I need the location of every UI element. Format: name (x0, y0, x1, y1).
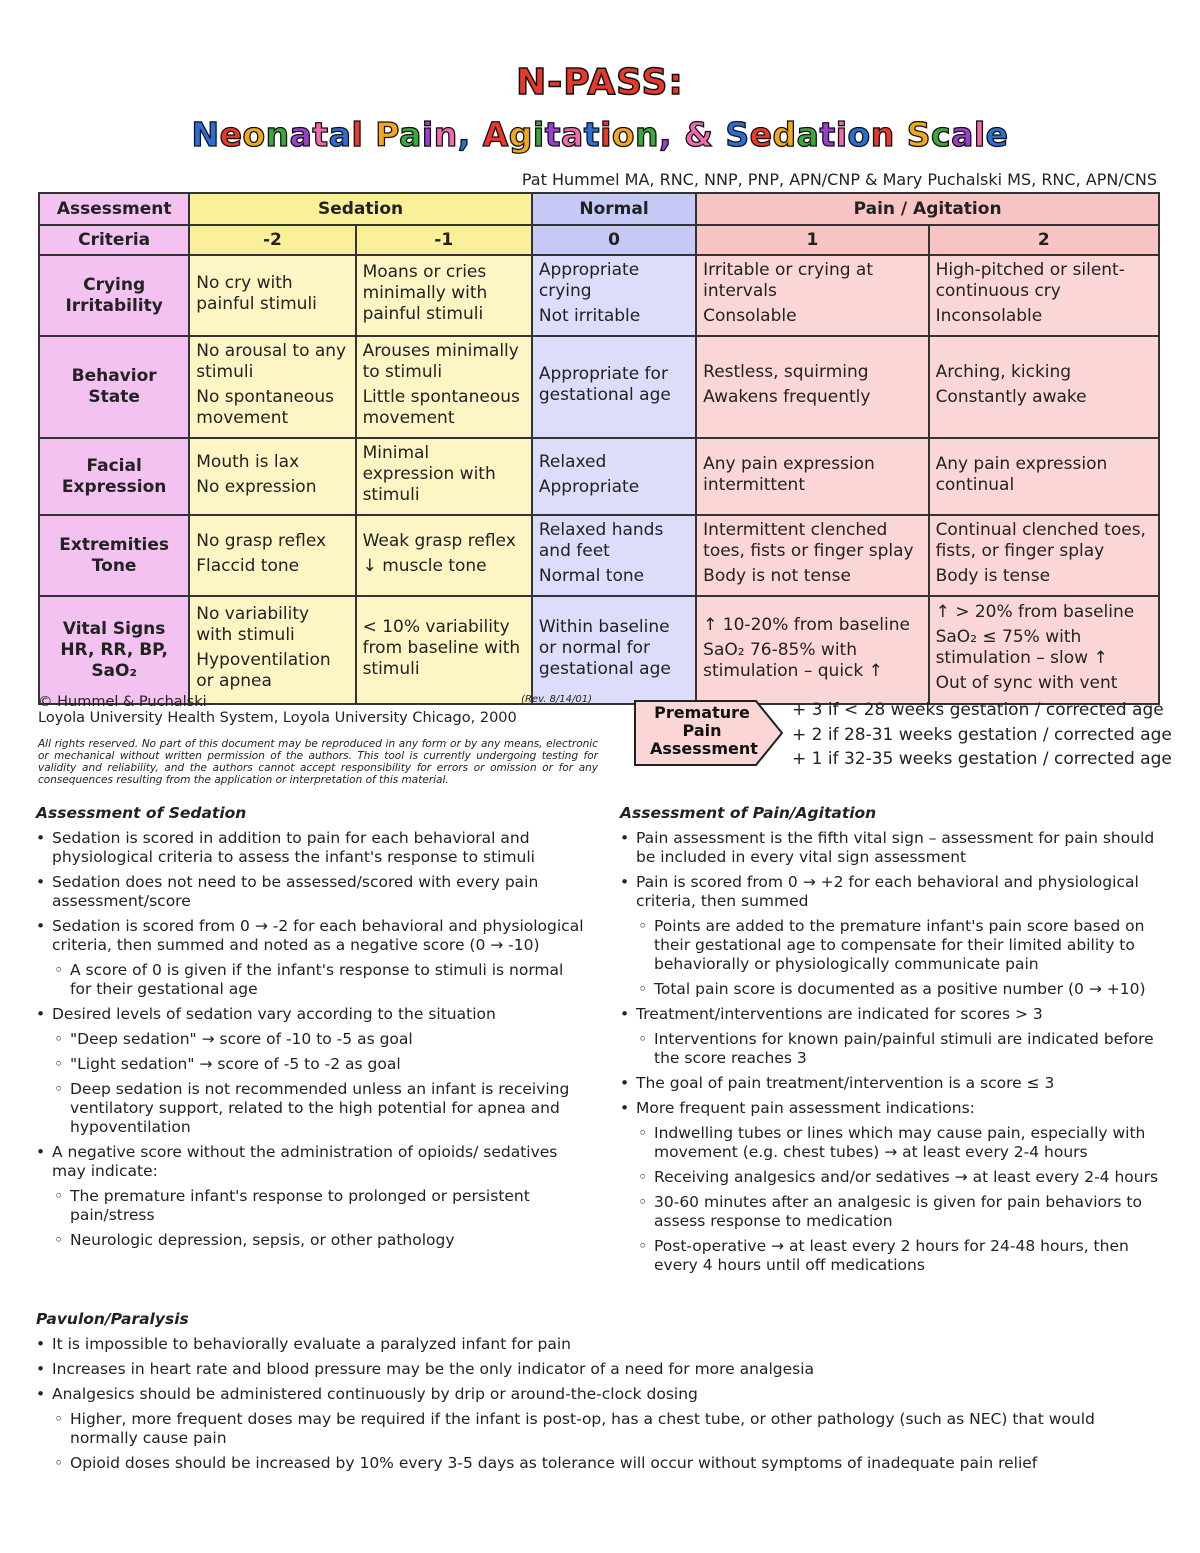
behavior-score-minus1-cell (356, 336, 532, 438)
header-criteria-bottom: Criteria (39, 225, 189, 255)
extremities-score-1-text-0: Intermittent clenched toes, fists or finger splay (703, 520, 914, 561)
behavior-score-0-cell (532, 336, 696, 438)
sedation-section (36, 804, 584, 1256)
facial-score-1-cell (696, 438, 928, 515)
crying-score-1-text-1: Consolable (703, 306, 797, 326)
sedation-list-item: • Sedation does not need to be assessed/scored with every pain assessment/score (36, 873, 584, 911)
pavulon-list (36, 1335, 1136, 1473)
vital-signs-criteria-text-2: SaO₂ (91, 660, 137, 681)
pain-heading: Assessment of Pain/Agitation (620, 804, 877, 822)
sedation-list-item: ◦ The premature infant's response to prolonged or persistent pain/stress (54, 1187, 584, 1225)
premature-point-28: + 3 if < 28 weeks gestation / corrected age (792, 700, 1164, 720)
table-row-extremities (39, 515, 1159, 596)
premature-pain-assessment-box (634, 700, 784, 766)
facial-score-0-text-1: Appropriate (538, 476, 640, 497)
behavior-score-minus2-text-0: No arousal to any stimuli (196, 341, 347, 382)
vital-signs-score-minus1-text-0: < 10% variability from baseline with stimuli (362, 616, 521, 679)
vital-signs-score-minus1-cell (356, 596, 532, 704)
sedation-list-item: • A negative score without the administration of opioids/ sedatives may indicate: (36, 1143, 584, 1181)
extremities-score-minus1-text-1: ↓ muscle tone (362, 555, 487, 576)
extremities-score-minus1-text-0: Weak grasp reflex (362, 530, 516, 551)
page-title: N-PASS: (516, 62, 684, 103)
copyright: © Hummel & Puchalski (38, 694, 207, 710)
revision: (Rev. 8/14/01) (521, 694, 592, 705)
sedation-list-item: ◦ A score of 0 is given if the infant's response to stimuli is normal for their gestational age (54, 961, 584, 999)
pavulon-list-item: • It is impossible to behaviorally evaluate a paralyzed infant for pain (36, 1335, 1136, 1354)
extremities-score-2-cell (929, 515, 1159, 596)
premature-label-line-1: Premature (654, 703, 750, 722)
crying-score-0-text-0: Appropriate crying (538, 260, 640, 301)
table-row-crying (39, 255, 1159, 336)
vital-signs-score-1-cell (696, 596, 928, 704)
header-score-0: 0 (532, 225, 696, 255)
facial-score-minus2-text-0: Mouth is lax (196, 451, 300, 472)
pavulon-section (36, 1310, 1136, 1479)
authors: Pat Hummel MA, RNC, NNP, PNP, APN/CNP & Mary Puchalski MS, RNC, APN/CNS (521, 170, 1157, 189)
pavulon-list-item: ◦ Opioid doses should be increased by 10% every 3-5 days as tolerance will occur without symptoms of inadequate pain relief (54, 1454, 1136, 1473)
behavior-score-1-text-0: Restless, squirming (703, 362, 869, 382)
crying-score-0-cell (532, 255, 696, 336)
pain-list-item: • Treatment/interventions are indicated for scores > 3 (620, 1005, 1168, 1024)
premature-label (650, 703, 758, 758)
premature-points-list (792, 698, 1172, 772)
institution: Loyola University Health System, Loyola University Chicago, 2000 (38, 710, 517, 726)
pain-list-item: ◦ Interventions for known pain/painful stimuli are indicated before the score reaches 3 (638, 1030, 1168, 1068)
extremities-score-2-text-0: Continual clenched toes, fists, or finger splay (935, 520, 1146, 561)
vital-signs-score-minus2-text-0: No variability with stimuli (196, 604, 310, 645)
page-subtitle: Neonatal Pain, Agitation, & Sedation Scale (191, 115, 1009, 154)
vital-signs-score-1-text-1: SaO₂ 76-85% with stimulation – quick ↑ (703, 639, 883, 681)
pain-list-item: • Pain is scored from 0 → +2 for each behavioral and physiological criteria, then summed (620, 873, 1168, 911)
sedation-list-item: ◦ Neurologic depression, sepsis, or other pathology (54, 1231, 584, 1250)
behavior-score-2-text-0: Arching, kicking (935, 362, 1072, 382)
crying-score-minus1-cell (356, 255, 532, 336)
crying-criteria-text-1: Irritability (65, 295, 163, 316)
crying-score-1-cell (696, 255, 928, 336)
table-row-vital-signs (39, 596, 1159, 704)
vital-signs-score-minus2-text-1: Hypoventilation or apnea (196, 650, 331, 691)
rights-notice: All rights reserved. No part of this document may be reproduced in any form or by any means, electronic or mechanical without written permission of the authors. This tool is currently undergoing testing for validity and reliability, and the authors cannot accept responsibility for errors or omission or for any consequences resulting from the application or interpretation of this material. (38, 738, 598, 786)
facial-criteria-cell (39, 438, 189, 515)
header-pain-agitation: Pain / Agitation (696, 193, 1159, 225)
extremities-score-minus2-text-0: No grasp reflex (196, 530, 327, 551)
sedation-list-item: ◦ "Deep sedation" → score of -10 to -5 as goal (54, 1030, 584, 1049)
vital-signs-score-1-text-0: ↑ 10-20% from baseline (703, 614, 910, 635)
sedation-list-item: • Desired levels of sedation vary according to the situation (36, 1005, 584, 1024)
premature-point-32-35: + 1 if 32-35 weeks gestation / corrected age (792, 749, 1172, 769)
vital-signs-score-2-text-1: SaO₂ ≤ 75% with stimulation – slow ↑ (935, 627, 1108, 668)
facial-criteria-text-0: Facial (86, 455, 142, 476)
extremities-score-0-cell (532, 515, 696, 596)
vital-signs-score-2-text-0: ↑ > 20% from baseline (935, 602, 1135, 622)
header-criteria-top: Assessment (39, 193, 189, 225)
extremities-score-1-text-1: Body is not tense (703, 566, 851, 586)
npass-scale-table (38, 192, 1160, 705)
sedation-list-item: • Sedation is scored in addition to pain for each behavioral and physiological criteria to assess the infant's response to stimuli (36, 829, 584, 867)
pain-list-item: • The goal of pain treatment/intervention is a score ≤ 3 (620, 1074, 1168, 1093)
behavior-score-minus2-cell (189, 336, 355, 438)
behavior-score-minus1-text-1: Little spontaneous movement (362, 387, 520, 428)
header-score-2: 2 (929, 225, 1159, 255)
pain-list-item: • More frequent pain assessment indications: (620, 1099, 1168, 1118)
pain-list-item: • Pain assessment is the fifth vital sign – assessment for pain should be included in every vital sign assessment (620, 829, 1168, 867)
pavulon-list-item: • Increases in heart rate and blood pressure may be the only indicator of a need for more analgesia (36, 1360, 1136, 1379)
crying-score-2-text-1: Inconsolable (935, 306, 1043, 326)
behavior-score-1-cell (696, 336, 928, 438)
sedation-heading: Assessment of Sedation (36, 804, 247, 822)
extremities-criteria-text-1: Tone (91, 555, 137, 576)
header-score-minus1: -1 (356, 225, 532, 255)
vital-signs-score-0-cell (532, 596, 696, 704)
facial-score-0-cell (532, 438, 696, 515)
extremities-score-minus2-cell (189, 515, 355, 596)
pain-list-item: ◦ Post-operative → at least every 2 hours for 24-48 hours, then every 4 hours until off medications (638, 1237, 1168, 1275)
extremities-criteria-cell (39, 515, 189, 596)
vital-signs-criteria-cell (39, 596, 189, 704)
pavulon-heading: Pavulon/Paralysis (36, 1310, 189, 1328)
facial-score-2-cell (929, 438, 1159, 515)
crying-criteria-cell (39, 255, 189, 336)
header-normal: Normal (532, 193, 696, 225)
vital-signs-score-0-text-0: Within baseline or normal for gestational age (538, 616, 671, 679)
crying-score-1-text-0: Irritable or crying at intervals (703, 260, 873, 301)
crying-score-2-cell (929, 255, 1159, 336)
sedation-list-item: • Sedation is scored from 0 → -2 for each behavioral and physiological criteria, then summed and noted as a negative score (0 → -10) (36, 917, 584, 955)
vital-signs-score-2-cell (929, 596, 1159, 704)
pavulon-list-item: • Analgesics should be administered continuously by drip or around-the-clock dosing (36, 1385, 1136, 1404)
facial-score-minus1-text-0: Minimal expression with stimuli (362, 443, 496, 505)
facial-score-minus2-cell (189, 438, 355, 515)
extremities-score-minus1-cell (356, 515, 532, 596)
sedation-list-item: ◦ "Light sedation" → score of -5 to -2 as goal (54, 1055, 584, 1074)
table-row-behavior (39, 336, 1159, 438)
crying-score-minus2-text-0: No cry with painful stimuli (196, 272, 317, 314)
pavulon-list-item: ◦ Higher, more frequent doses may be required if the infant is post-op, has a chest tube, or other pathology (such as NEC) that would normally cause pain (54, 1410, 1136, 1448)
pain-list-item: ◦ Points are added to the premature infant's pain score based on their gestational age to compensate for their limited ability to behaviorally or physiologically communicate pain (638, 917, 1168, 974)
header-score-1: 1 (696, 225, 928, 255)
crying-score-minus2-cell (189, 255, 355, 336)
pain-list-item: ◦ 30-60 minutes after an analgesic is given for pain behaviors to assess response to medication (638, 1193, 1168, 1231)
facial-score-0-text-0: Relaxed (538, 451, 607, 472)
facial-score-1-text-0: Any pain expression intermittent (703, 453, 875, 495)
premature-label-line-3: Assessment (650, 739, 758, 758)
behavior-criteria-cell (39, 336, 189, 438)
behavior-criteria-text-0: Behavior (71, 366, 157, 386)
behavior-criteria-text-1: State (88, 387, 140, 407)
header-score-minus2: -2 (189, 225, 355, 255)
extremities-score-0-text-0: Relaxed hands and feet (538, 520, 664, 561)
sedation-list-item: ◦ Deep sedation is not recommended unless an infant is receiving ventilatory support, related to the high potential for apnea and hypoventilation (54, 1080, 584, 1137)
extremities-score-0-text-1: Normal tone (538, 566, 645, 586)
vital-signs-score-2-text-2: Out of sync with vent (935, 673, 1118, 693)
facial-score-minus1-cell (356, 438, 532, 515)
extremities-criteria-text-0: Extremities (59, 534, 170, 555)
behavior-score-2-cell (929, 336, 1159, 438)
facial-score-2-text-0: Any pain expression continual (935, 453, 1108, 495)
extremities-score-2-text-1: Body is tense (935, 566, 1051, 586)
vital-signs-criteria-text-0: Vital Signs (62, 618, 166, 639)
pain-list (620, 829, 1168, 1275)
behavior-score-minus1-text-0: Arouses minimally to stimuli (362, 341, 519, 382)
crying-score-2-text-0: High-pitched or silent-continuous cry (935, 260, 1125, 301)
footer-info (38, 694, 598, 786)
facial-criteria-text-1: Expression (61, 476, 167, 497)
crying-score-0-text-1: Not irritable (538, 306, 641, 326)
pain-list-item: ◦ Receiving analgesics and/or sedatives → at least every 2-4 hours (638, 1168, 1168, 1187)
sedation-list (36, 829, 584, 1250)
crying-score-minus1-text-0: Moans or cries minimally with painful stimuli (362, 262, 488, 324)
table-row-facial (39, 438, 1159, 515)
header-sedation: Sedation (189, 193, 532, 225)
behavior-score-minus2-text-1: No spontaneous movement (196, 387, 334, 428)
extremities-score-minus2-text-1: Flaccid tone (196, 555, 300, 576)
vital-signs-score-minus2-cell (189, 596, 355, 704)
facial-score-minus2-text-1: No expression (196, 476, 317, 497)
pain-list-item: ◦ Total pain score is documented as a positive number (0 → +10) (638, 980, 1168, 999)
extremities-score-1-cell (696, 515, 928, 596)
behavior-score-0-text-0: Appropriate for gestational age (538, 364, 671, 405)
premature-label-line-2: Pain (682, 721, 722, 740)
behavior-score-2-text-1: Constantly awake (935, 387, 1087, 407)
vital-signs-criteria-text-1: HR, RR, BP, (60, 639, 168, 660)
pain-list-item: ◦ Indwelling tubes or lines which may cause pain, especially with movement (e.g. chest tubes) → at least every 2-4 hours (638, 1124, 1168, 1162)
behavior-score-1-text-1: Awakens frequently (703, 387, 871, 407)
premature-point-28-31: + 2 if 28-31 weeks gestation / corrected age (792, 724, 1172, 745)
crying-criteria-text-0: Crying (83, 274, 146, 295)
pain-section (620, 804, 1168, 1281)
